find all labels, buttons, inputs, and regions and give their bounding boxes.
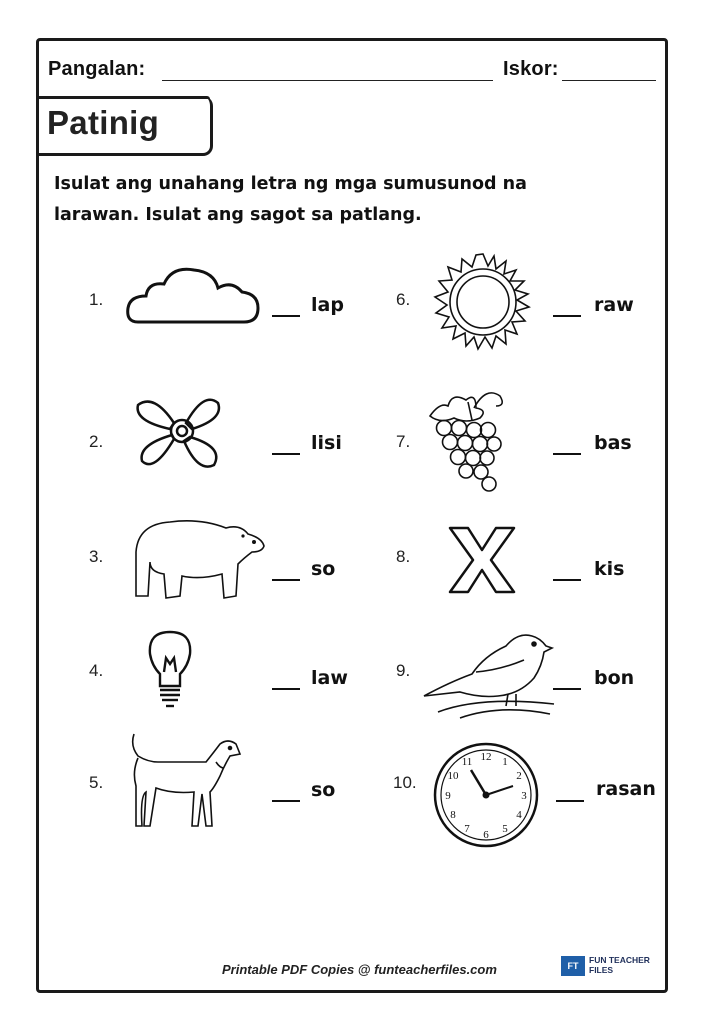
svg-text:10: 10 [447,770,459,782]
word-ending: kis [594,558,625,580]
answer-blank[interactable] [553,315,581,317]
svg-text:5: 5 [502,823,508,835]
lightbulb-icon [146,628,194,712]
svg-text:11: 11 [461,756,473,768]
word-ending: lisi [311,432,342,454]
grapes-icon [426,384,512,500]
logo-mark: FT [561,956,585,976]
item-number: 5. [89,773,104,792]
answer-blank[interactable] [272,579,300,581]
item-number: 10. [393,773,417,792]
item-number: 8. [396,547,411,566]
footer-text: Printable PDF Copies @ funteacherfiles.com [222,962,497,977]
answer-blank[interactable] [272,688,300,690]
page-title: Patinig [47,104,160,141]
word-ending: so [311,558,336,580]
item-number: 1. [89,290,104,309]
dog-icon [128,732,244,830]
item-number: 3. [89,547,104,566]
svg-text:6: 6 [483,829,489,841]
word-ending: law [311,667,348,689]
word-ending: bon [594,667,635,689]
svg-text:4: 4 [516,809,522,821]
fan-icon [134,383,230,479]
name-line [162,80,493,81]
bear-icon [130,512,270,604]
svg-text:8: 8 [450,809,456,821]
svg-text:1: 1 [502,756,508,768]
name-label: Pangalan: [48,58,146,80]
svg-text:3: 3 [521,790,527,802]
answer-blank[interactable] [553,453,581,455]
instruction-line-1: Isulat ang unahang letra ng mga sumusunod na [54,174,527,194]
cloud-icon [124,262,262,326]
item-number: 4. [89,661,104,680]
instruction-line-2: larawan. Isulat ang sagot sa patlang. [54,205,422,225]
letter-x-icon [446,524,518,596]
word-ending: rasan [596,778,656,800]
item-number: 6. [396,290,411,309]
word-ending: so [311,779,336,801]
svg-text:12: 12 [480,751,492,763]
svg-text:7: 7 [464,823,470,835]
svg-text:2: 2 [516,770,522,782]
item-number: 9. [396,661,411,680]
word-ending: bas [594,432,632,454]
title-box-top [37,96,210,99]
score-line [562,80,656,81]
logo-line-1: FUN TEACHER [589,955,650,965]
bird-icon [420,626,558,724]
answer-blank[interactable] [556,800,584,802]
answer-blank[interactable] [272,800,300,802]
word-ending: raw [594,294,634,316]
item-number: 7. [396,432,411,451]
answer-blank[interactable] [553,579,581,581]
sun-icon [428,250,538,354]
clock-icon [431,740,541,850]
item-number: 2. [89,432,104,451]
logo-line-2: FILES [589,965,614,975]
word-ending: lap [311,294,344,316]
score-label: Iskor: [503,58,559,80]
answer-blank[interactable] [553,688,581,690]
answer-blank[interactable] [272,453,300,455]
logo-text [589,955,650,975]
answer-blank[interactable] [272,315,300,317]
svg-text:9: 9 [445,790,451,802]
